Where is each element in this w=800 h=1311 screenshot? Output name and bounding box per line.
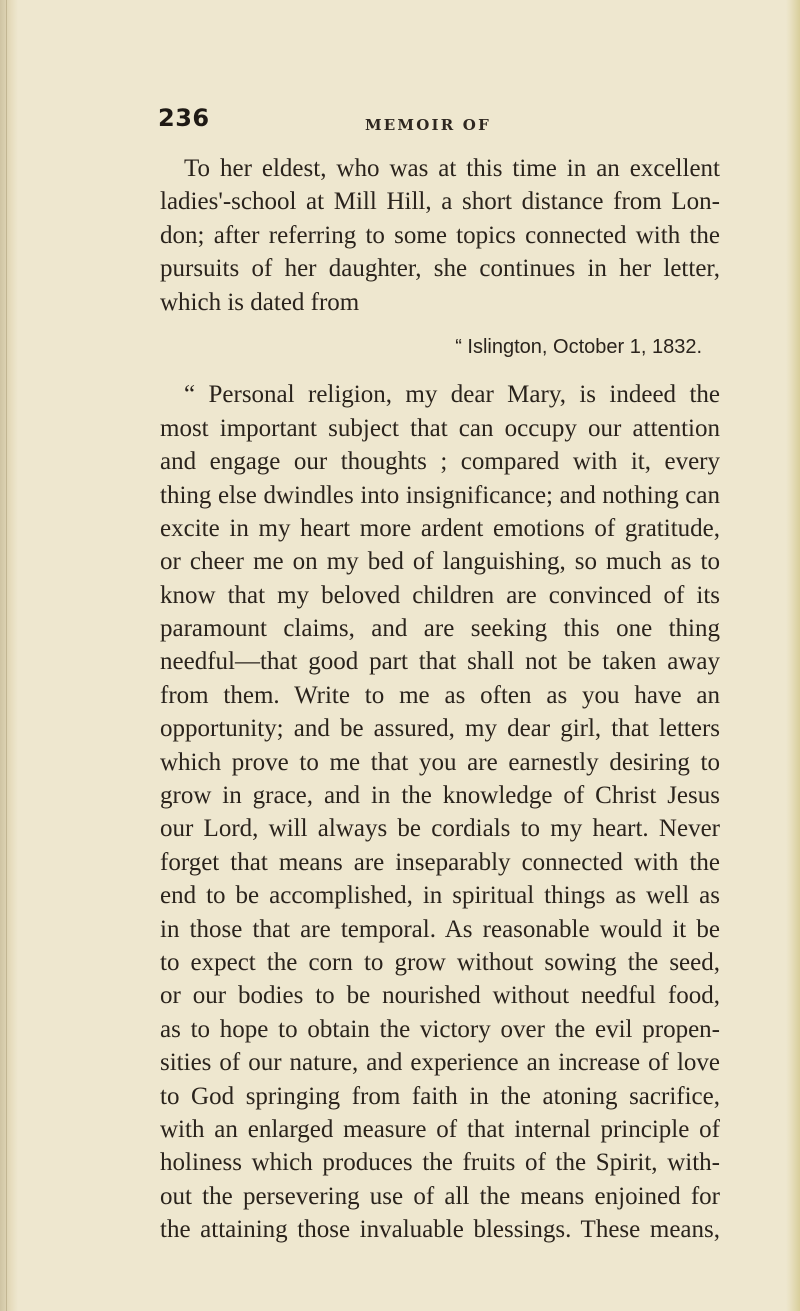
text-line: with an enlarged measure of that internal principle of xyxy=(160,1115,720,1143)
letter-paragraph xyxy=(160,378,720,1246)
text-line: in those that are temporal. As reasonable would it be xyxy=(160,915,720,943)
page-header xyxy=(158,104,718,144)
text-line: end to be accomplished, in spiritual things as well as xyxy=(160,882,720,910)
text-line: from them. Write to me as often as you have an xyxy=(160,681,720,709)
text-line: out the persevering use of all the means enjoined for xyxy=(160,1182,720,1210)
text-line: and engage our thoughts ; compared with it, every xyxy=(160,448,720,476)
text-line: to God springing from faith in the atoning sacrifice, xyxy=(160,1082,720,1110)
text-line: holiness which produces the fruits of the Spirit, with- xyxy=(160,1149,720,1177)
text-line: which is dated from xyxy=(160,288,360,316)
text-line: our Lord, will always be cordials to my heart. Never xyxy=(160,815,720,843)
text-line: as to hope to obtain the victory over the evil propen- xyxy=(160,1015,720,1043)
text-line: or cheer me on my bed of languishing, so much as to xyxy=(160,548,720,576)
running-head: MEMOIR OF xyxy=(365,116,491,134)
text-line: or our bodies to be nourished without needful food, xyxy=(160,982,720,1010)
text-line: “ Personal religion, my dear Mary, is indeed the xyxy=(184,381,720,409)
text-line: To her eldest, who was at this time in an excellent xyxy=(184,155,720,182)
text-line: know that my beloved children are convinced of its xyxy=(160,581,720,609)
text-line: opportunity; and be assured, my dear girl, that letters xyxy=(160,715,720,743)
text-line: thing else dwindles into insignificance; and nothing can xyxy=(160,481,720,509)
text-line: forget that means are inseparably connected with the xyxy=(160,848,720,876)
text-line: excite in my heart more ardent emotions of gratitude, xyxy=(160,514,720,542)
text-line: don; after referring to some topics connected with the xyxy=(160,221,720,249)
text-line: which prove to me that you are earnestly desiring to xyxy=(160,748,720,776)
intro-paragraph xyxy=(160,152,720,319)
text-line: the attaining those invaluable blessings. These means, xyxy=(160,1216,720,1244)
text-line: to expect the corn to grow without sowing the seed, xyxy=(160,948,720,976)
body-text xyxy=(160,152,720,1247)
text-line: grow in grace, and in the knowledge of Christ Jesus xyxy=(160,782,720,810)
page-number: 236 xyxy=(158,104,210,132)
text-line: sities of our nature, and experience an increase of love xyxy=(160,1049,720,1077)
text-line: ladies'-school at Mill Hill, a short distance from Lon- xyxy=(160,188,720,216)
text-line: needful—that good part that shall not be taken away xyxy=(160,648,720,676)
letter-dateline: “ Islington, October 1, 1832. xyxy=(455,335,702,358)
text-line: most important subject that can occupy our attention xyxy=(160,414,720,442)
page-edge-left xyxy=(0,0,18,1311)
page-edge-right xyxy=(786,0,800,1311)
text-line: pursuits of her daughter, she continues in her letter, xyxy=(160,255,720,283)
text-line: paramount claims, and are seeking this one thing xyxy=(160,615,720,643)
